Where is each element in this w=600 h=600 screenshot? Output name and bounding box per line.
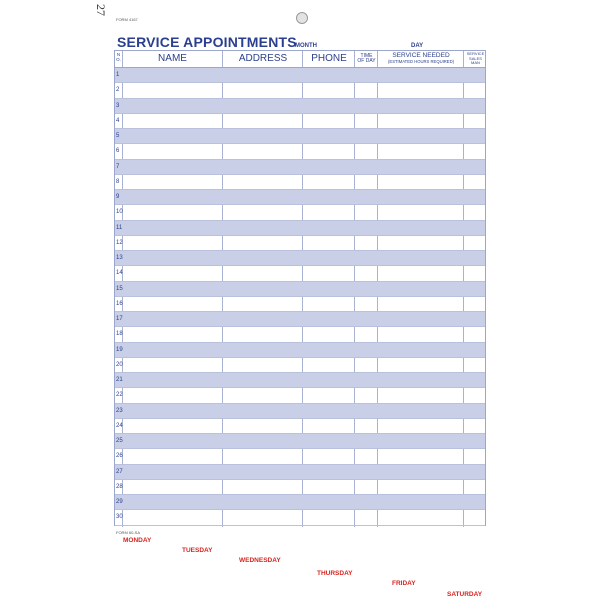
weekday-saturday: SATURDAY — [447, 591, 483, 598]
table-header — [115, 51, 485, 68]
table-row[interactable] — [115, 434, 485, 449]
row-number: 1 — [116, 72, 120, 78]
table-row[interactable] — [115, 251, 485, 266]
service-needed-subtitle: (ESTIMATED HOURS REQUIRED) — [388, 59, 454, 64]
table-row[interactable] — [115, 175, 485, 190]
row-number: 5 — [116, 133, 120, 139]
row-number: 3 — [116, 102, 120, 109]
row-number: 16 — [116, 300, 123, 307]
header-address: ADDRESS — [238, 53, 288, 64]
service-needed-title: SERVICE NEEDED — [392, 52, 450, 59]
row-number: 9 — [116, 194, 120, 200]
table-row[interactable] — [115, 343, 485, 358]
table-row[interactable] — [115, 495, 485, 510]
row-number: 25 — [116, 438, 123, 444]
row-number: 19 — [116, 346, 123, 353]
weekday-monday: MONDAY — [123, 537, 152, 544]
row-number: 15 — [116, 285, 123, 292]
table-row[interactable] — [115, 236, 485, 251]
page-number: 27 — [94, 4, 108, 16]
row-number: 10 — [116, 209, 123, 216]
row-number: 29 — [116, 499, 123, 505]
header-no: N O. — [116, 52, 121, 62]
row-number: 30 — [116, 514, 123, 521]
table-row[interactable] — [115, 312, 485, 327]
row-number: 7 — [116, 163, 120, 170]
table-row[interactable] — [115, 373, 485, 388]
form-title: SERVICE APPOINTMENTS — [117, 34, 297, 50]
punch-hole — [296, 12, 308, 24]
table-row[interactable] — [115, 282, 485, 297]
header-service-needed — [378, 51, 464, 68]
appointments-table — [114, 50, 486, 526]
table-row[interactable] — [115, 114, 485, 129]
row-number: 18 — [116, 331, 123, 338]
weekday-wednesday: WEDNESDAY — [239, 557, 281, 564]
month-label: MONTH — [295, 43, 317, 49]
table-row[interactable] — [115, 388, 485, 403]
row-number: 13 — [116, 255, 123, 261]
row-number: 11 — [116, 224, 123, 231]
row-number: 17 — [116, 316, 123, 322]
table-row[interactable] — [115, 358, 485, 373]
table-row[interactable] — [115, 404, 485, 419]
table-row[interactable] — [115, 297, 485, 312]
row-number: 22 — [116, 392, 123, 399]
table-row[interactable] — [115, 68, 485, 83]
table-row[interactable] — [115, 144, 485, 159]
row-number: 21 — [116, 377, 123, 383]
table-row[interactable] — [115, 99, 485, 114]
table-row[interactable] — [115, 190, 485, 205]
table-row[interactable] — [115, 83, 485, 98]
table-row[interactable] — [115, 465, 485, 480]
row-number: 8 — [116, 178, 120, 185]
table-row[interactable] — [115, 480, 485, 495]
table-row[interactable] — [115, 419, 485, 434]
row-number: 20 — [116, 361, 123, 368]
weekday-friday: FRIDAY — [392, 580, 416, 587]
weekday-thursday: THURSDAY — [317, 570, 353, 577]
row-number: 23 — [116, 407, 123, 414]
weekday-tuesday: TUESDAY — [182, 547, 213, 554]
table-row[interactable] — [115, 449, 485, 464]
table-row[interactable] — [115, 221, 485, 236]
row-number: 14 — [116, 270, 123, 277]
form-code: FORM 4167 — [116, 17, 138, 22]
row-number: 12 — [116, 239, 123, 246]
table-body — [115, 68, 485, 526]
row-number: 24 — [116, 422, 123, 429]
header-phone: PHONE — [311, 53, 347, 64]
row-number: 27 — [116, 468, 123, 475]
day-label: DAY — [411, 43, 424, 49]
row-number: 6 — [116, 148, 120, 155]
header-name: NAME — [158, 53, 187, 64]
row-number: 2 — [116, 87, 120, 94]
row-number: 28 — [116, 483, 123, 490]
table-row[interactable] — [115, 205, 485, 220]
header-time-of-day: TIME OF DAY — [357, 53, 376, 64]
table-row[interactable] — [115, 129, 485, 144]
table-row[interactable] — [115, 510, 485, 525]
form-number: FORM 60-SA — [116, 530, 141, 535]
header-salesman: SERVICE SALES MAN — [466, 51, 485, 65]
table-row[interactable] — [115, 160, 485, 175]
table-row[interactable] — [115, 327, 485, 342]
row-number: 4 — [116, 117, 120, 124]
row-number: 26 — [116, 453, 123, 460]
table-row[interactable] — [115, 266, 485, 281]
